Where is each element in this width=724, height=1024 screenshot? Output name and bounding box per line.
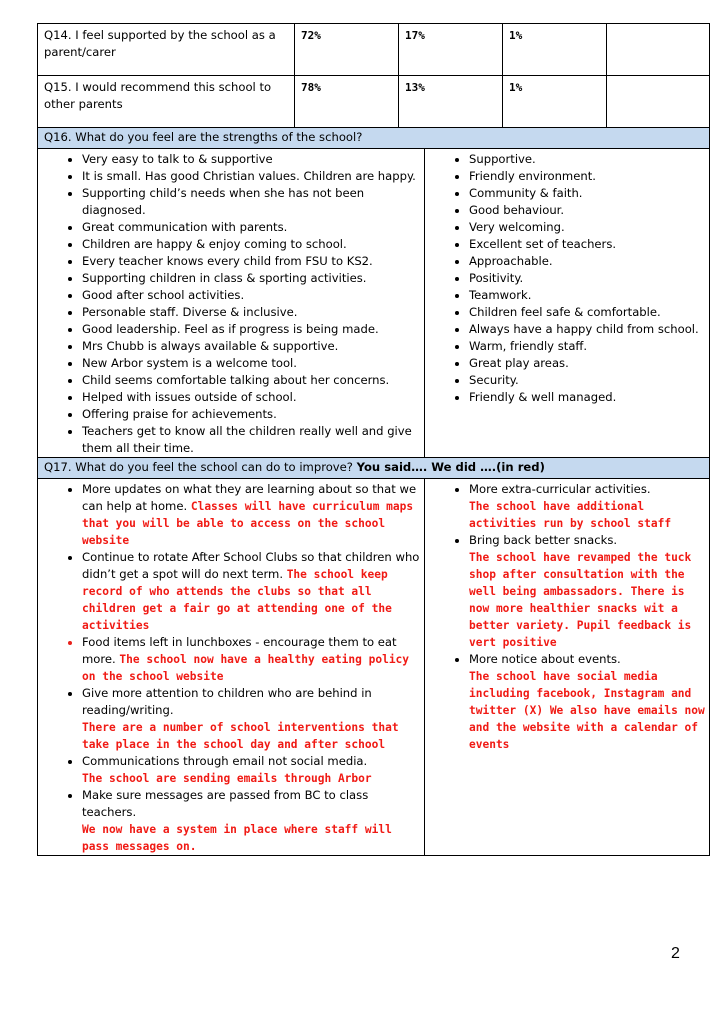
list-item: • Warm, friendly staff. [469, 338, 705, 355]
feedback-item [82, 549, 420, 634]
list-item: • Children feel safe & comfortable. [469, 304, 705, 321]
list-item: • Friendly environment. [469, 168, 705, 185]
list-item: • Teamwork. [469, 287, 705, 304]
q15-question: Q15. I would recommend this school to other parents [38, 76, 295, 128]
q17-heading-said-did: You said…. We did ….(in red) [356, 460, 545, 474]
list-item: • Excellent set of teachers. [469, 236, 705, 253]
q15-value-1: 78% [295, 76, 399, 128]
feedback-item [82, 787, 420, 855]
you-said-text: Make sure messages are passed from BC to class teachers. [82, 788, 369, 819]
list-item: • Good behaviour. [469, 202, 705, 219]
list-item: • Good leadership. Feel as if progress is being made. [82, 321, 420, 338]
feedback-item [469, 532, 705, 651]
list-item: • Personable staff. Diverse & inclusive. [82, 304, 420, 321]
q16-heading: Q16. What do you feel are the strengths of the school? [38, 128, 710, 149]
list-item: • Great play areas. [469, 355, 705, 372]
you-said-text: Food items left in lunchboxes - encourage them to eat more. [82, 635, 397, 666]
feedback-item [82, 634, 420, 685]
you-said-text: More updates on what they are learning about so that we can help at home. [82, 482, 417, 513]
list-item: • Security. [469, 372, 705, 389]
q14-row [38, 24, 710, 76]
we-did-response: The school have social media including facebook, Instagram and twitter (X) We also have emails now and the website with a calendar of events [469, 670, 705, 751]
q16-right-list [425, 151, 705, 406]
list-item: • Helped with issues outside of school. [82, 389, 420, 406]
list-item: • Child seems comfortable talking about her concerns. [82, 372, 420, 389]
q15-row [38, 76, 710, 128]
list-item: • Supportive. [469, 151, 705, 168]
feedback-item [82, 685, 420, 753]
list-item: • Supporting child’s needs when she has not been diagnosed. [82, 185, 420, 219]
q15-value-3: 1% [503, 76, 607, 128]
q14-value-4 [607, 24, 710, 76]
survey-table [37, 23, 710, 856]
you-said-text: Continue to rotate After School Clubs so that children who didn’t get a spot will do next term. [82, 550, 420, 581]
feedback-item [469, 481, 705, 532]
we-did-response: We now have a system in place where staff will pass messages on. [82, 823, 392, 853]
we-did-response: The school are sending emails through Arbor [82, 772, 372, 785]
q17-heading [38, 458, 710, 479]
list-item: • Mrs Chubb is always available & supportive. [82, 338, 420, 355]
we-did-response: The school have additional activities run by school staff [469, 500, 672, 530]
q14-value-3: 1% [503, 24, 607, 76]
list-item: • Teachers get to know all the children really well and give them all their time. [82, 423, 420, 457]
list-item: • Every teacher knows every child from FSU to KS2. [82, 253, 420, 270]
q15-value-4 [607, 76, 710, 128]
list-item: • Very easy to talk to & supportive [82, 151, 420, 168]
we-did-response: There are a number of school interventions that take place in the school day and after school [82, 721, 399, 751]
list-item: • New Arbor system is a welcome tool. [82, 355, 420, 372]
list-item: • Offering praise for achievements. [82, 406, 420, 423]
q14-question: Q14. I feel supported by the school as a parent/carer [38, 24, 295, 76]
list-item: • Good after school activities. [82, 287, 420, 304]
you-said-text: Bring back better snacks. [469, 533, 618, 547]
you-said-text: More notice about events. [469, 652, 621, 666]
q17-heading-question: Q17. What do you feel the school can do to improve? [44, 460, 353, 474]
list-item: • Community & faith. [469, 185, 705, 202]
feedback-item [82, 753, 420, 787]
list-item: • Always have a happy child from school. [469, 321, 705, 338]
we-did-response: The school now have a healthy eating policy on the school website [82, 653, 410, 683]
list-item: • Friendly & well managed. [469, 389, 705, 406]
list-item: • It is small. Has good Christian values. Children are happy. [82, 168, 420, 185]
q17-content-row [38, 479, 710, 856]
q16-content-row [38, 149, 710, 458]
list-item: • Supporting children in class & sporting activities. [82, 270, 420, 287]
we-did-response: The school have revamped the tuck shop after consultation with the well being ambassadors. There is now more healthier snacks wit a better variety. Pupil feedback is vert positive [469, 551, 692, 649]
q15-value-2: 13% [399, 76, 503, 128]
we-did-response: The school keep record of who attends the clubs so that all children get a fair go at attending one of the activities [82, 568, 392, 632]
q17-header-row [38, 458, 710, 479]
q17-right-list [425, 481, 705, 753]
list-item: • Children are happy & enjoy coming to school. [82, 236, 420, 253]
list-item: • Great communication with parents. [82, 219, 420, 236]
you-said-text: Communications through email not social media. [82, 754, 368, 768]
q16-left-list [38, 151, 420, 457]
we-did-response: Classes will have curriculum maps that you will be able to access on the school website [82, 500, 414, 547]
q14-value-1: 72% [295, 24, 399, 76]
you-said-text: More extra-curricular activities. [469, 482, 651, 496]
you-said-text: Give more attention to children who are behind in reading/writing. [82, 686, 372, 717]
q14-value-2: 17% [399, 24, 503, 76]
q16-header-row [38, 128, 710, 149]
feedback-item [469, 651, 705, 753]
list-item: • Very welcoming. [469, 219, 705, 236]
feedback-item [82, 481, 420, 549]
q17-left-list [38, 481, 420, 855]
list-item: • Approachable. [469, 253, 705, 270]
list-item: • Positivity. [469, 270, 705, 287]
page-number: 2 [671, 945, 680, 962]
